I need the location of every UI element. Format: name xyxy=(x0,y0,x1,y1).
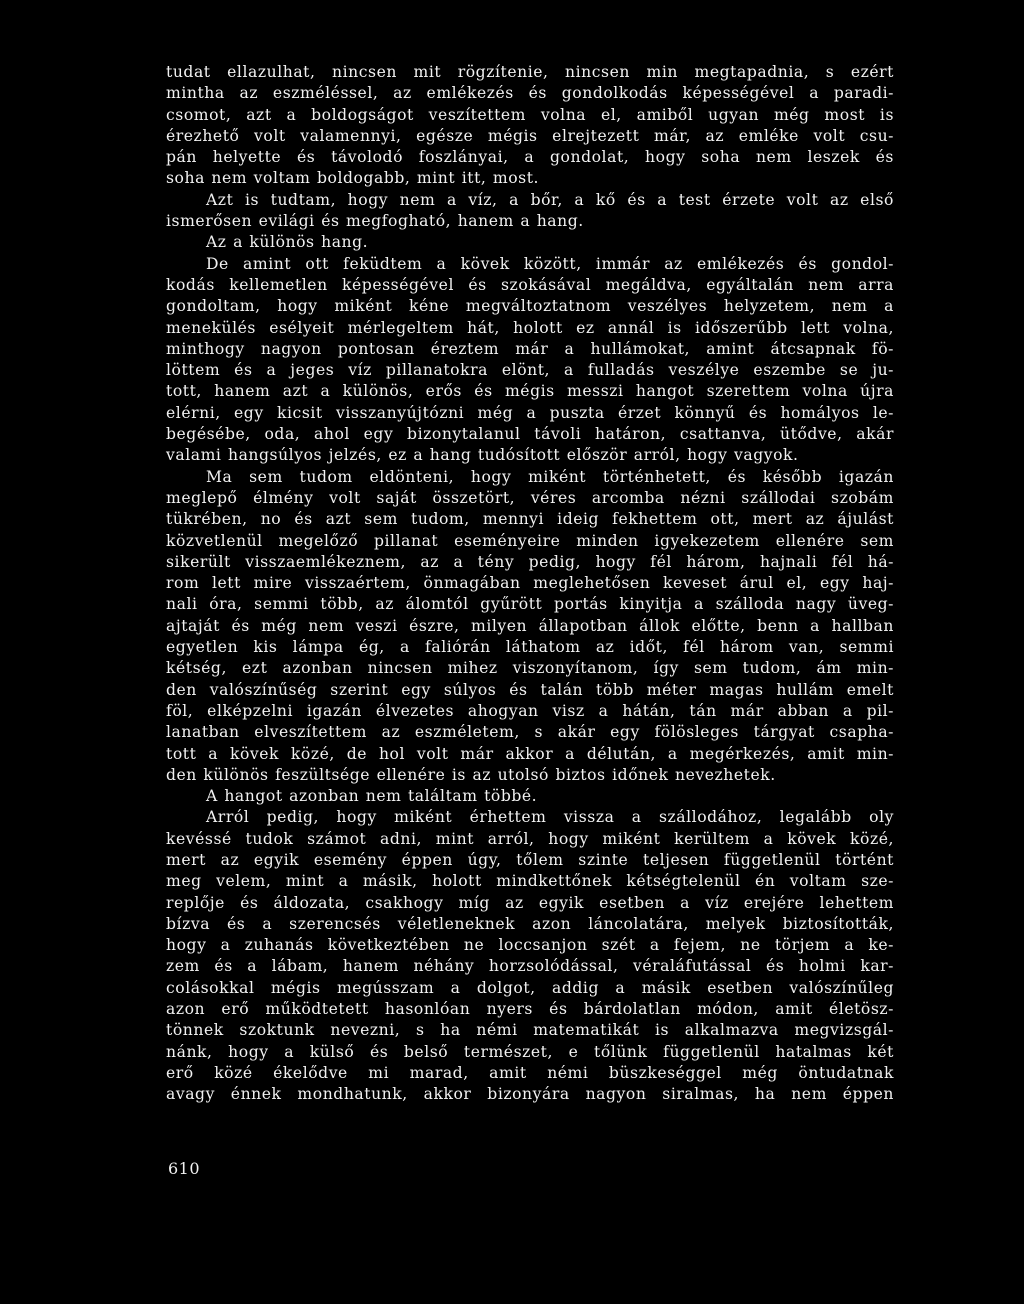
text-line: meglepő élmény volt saját összetört, véres arcomba nézni szállodai szobám xyxy=(166,488,894,507)
text-line: csomot, azt a boldogságot veszítettem volna el, amiből ugyan még most is xyxy=(166,105,894,124)
paragraph xyxy=(166,467,894,786)
text-line: gondoltam, hogy miként kéne megváltoztatnom veszélyes helyzetem, nem a xyxy=(166,297,894,316)
text-line: tott a kövek közé, de hol volt már akkor a délután, a megérkezés, amit min- xyxy=(166,744,894,763)
text-line: minthogy nagyon pontosan éreztem már a hullámokat, amint átcsapnak fö- xyxy=(166,339,894,358)
text-line: löttem és a jeges víz pillanatokra elönt, a fulladás veszélye eszembe se ju- xyxy=(166,361,894,380)
text-line: mert az egyik esemény éppen úgy, tőlem szinte teljesen függetlenül történt xyxy=(166,850,894,869)
text-line: lanatban elveszítettem az eszméletem, s akár egy fölösleges tárgyat csapha- xyxy=(166,723,894,742)
text-line: Arról pedig, hogy miként érhettem vissza a szállodához, legalább oly xyxy=(206,808,894,827)
paragraph xyxy=(166,62,894,190)
text-line: tudat ellazulhat, nincsen mit rögzítenie, nincsen min megtapadnia, s ezért xyxy=(166,63,894,81)
paragraph xyxy=(166,807,894,1105)
paragraph xyxy=(166,190,894,233)
text-line: De amint ott feküdtem a kövek között, immár az emlékezés és gondol- xyxy=(206,254,894,273)
text-line: colásokkal mégis megússzam a dolgot, addig a másik esetben valószínűleg xyxy=(166,978,894,997)
text-line: A hangot azonban nem találtam többé. xyxy=(206,787,538,806)
text-line: avagy énnek mondhatunk, akkor bizonyára nagyon siralmas, ha nem éppen xyxy=(166,1085,894,1104)
text-line: den különös feszültsége ellenére is az utolsó biztos időnek nevezhetek. xyxy=(166,765,776,784)
text-line: nánk, hogy a külső és belső természet, e tőlünk függetlenül hatalmas két xyxy=(166,1042,894,1061)
text-line: den valószínűség szerint egy súlyos és talán több méter magas hullám emelt xyxy=(166,680,894,699)
text-line: tott, hanem azt a különös, erős és mégis messzi hangot szerettem volna újra xyxy=(166,382,894,401)
text-line: Az a különös hang. xyxy=(206,233,369,252)
text-line: érezhető volt valamennyi, egésze mégis elrejtezett már, az emléke volt csu- xyxy=(166,126,894,145)
text-line: kevéssé tudok számot adni, mint arról, hogy miként kerültem a kövek közé, xyxy=(166,829,894,848)
text-line: begésébe, oda, ahol egy bizonytalanul távoli határon, csattanva, ütődve, akár xyxy=(166,425,894,444)
text-line: pán helyette és távolodó foszlányai, a gondolat, hogy soha nem leszek és xyxy=(166,148,894,167)
text-line: elérni, egy kicsit visszanyújtózni még a puszta érzet könnyű és homályos le- xyxy=(166,403,894,422)
text-line: rom lett mire visszaértem, önmagában meglehetősen keveset árul el, egy haj- xyxy=(166,574,894,593)
text-line: mintha az eszméléssel, az emlékezés és gondolkodás képességével a paradi- xyxy=(166,84,894,103)
text-line: kétség, ezt azonban nincsen mihez viszonyítanom, így sem tudom, ám min- xyxy=(166,659,894,678)
text-line: Azt is tudtam, hogy nem a víz, a bőr, a kő és a test érzete volt az első xyxy=(206,190,894,209)
paragraph xyxy=(166,232,894,253)
text-line: menekülés esélyeit mérlegeltem hát, holott ez annál is időszerűbb lett volna, xyxy=(166,318,894,337)
text-line: egyetlen kis lámpa ég, a faliórán láthatom az időt, fél három van, semmi xyxy=(166,638,894,657)
text-line: hogy a zuhanás következtében ne loccsanjon szét a fejem, ne törjem a ke- xyxy=(166,936,894,955)
text-line: sikerült visszaemlékeznem, az a tény pedig, hogy fél három, hajnali fél há- xyxy=(166,552,894,571)
text-line: közvetlenül megelőző pillanat eseményeire minden igyekezetem ellenére sem xyxy=(166,531,894,550)
page-number: 610 xyxy=(168,1159,201,1178)
text-line: erő közé ékelődve mi marad, amit némi büszkeséggel még öntudatnak xyxy=(166,1063,894,1082)
paragraph xyxy=(166,786,894,807)
text-line: bízva és a szerencsés véletleneknek azon láncolatára, melyek biztosították, xyxy=(166,914,894,933)
book-page-text xyxy=(166,62,894,1106)
text-line: kodás kellemetlen képességével és szokásával megáldva, egyáltalán nem arra xyxy=(166,275,894,294)
text-line: zem és a lábam, hanem néhány horzsolódással, véraláfutással és holmi kar- xyxy=(166,957,894,976)
text-line: replője és áldozata, csakhogy míg az egyik esetben a víz erejére lehettem xyxy=(166,893,894,912)
text-line: Ma sem tudom eldönteni, hogy miként történhetett, és később igazán xyxy=(206,467,894,486)
text-line: tönnek szoktunk nevezni, s ha némi matematikát is alkalmazva megvizsgál- xyxy=(166,1021,894,1040)
text-line: meg velem, mint a másik, holott mindkettőnek kétségtelenül én voltam sze- xyxy=(166,872,894,891)
text-line: tükrében, no és azt sem tudom, mennyi ideig fekhettem ott, mert az ájulást xyxy=(166,510,894,529)
text-line: ismerősen evilági és megfogható, hanem a hang. xyxy=(166,212,584,231)
text-line: föl, elképzelni igazán élvezetes ahogyan visz a hátán, tán már abban a pil- xyxy=(166,701,894,720)
text-line: valami hangsúlyos jelzés, ez a hang tudósított először arról, hogy vagyok. xyxy=(166,446,799,465)
text-line: azon erő működtetett hasonlóan nyers és bárdolatlan módon, amit életösz- xyxy=(166,1000,894,1019)
text-line: soha nem voltam boldogabb, mint itt, most. xyxy=(166,169,540,188)
text-line: nali óra, semmi több, az álomtól gyűrött portás kinyitja a szálloda nagy üveg- xyxy=(166,595,894,614)
text-line: ajtaját és még nem veszi észre, milyen állapotban állok előtte, benn a hallban xyxy=(166,616,894,635)
paragraph xyxy=(166,254,894,467)
